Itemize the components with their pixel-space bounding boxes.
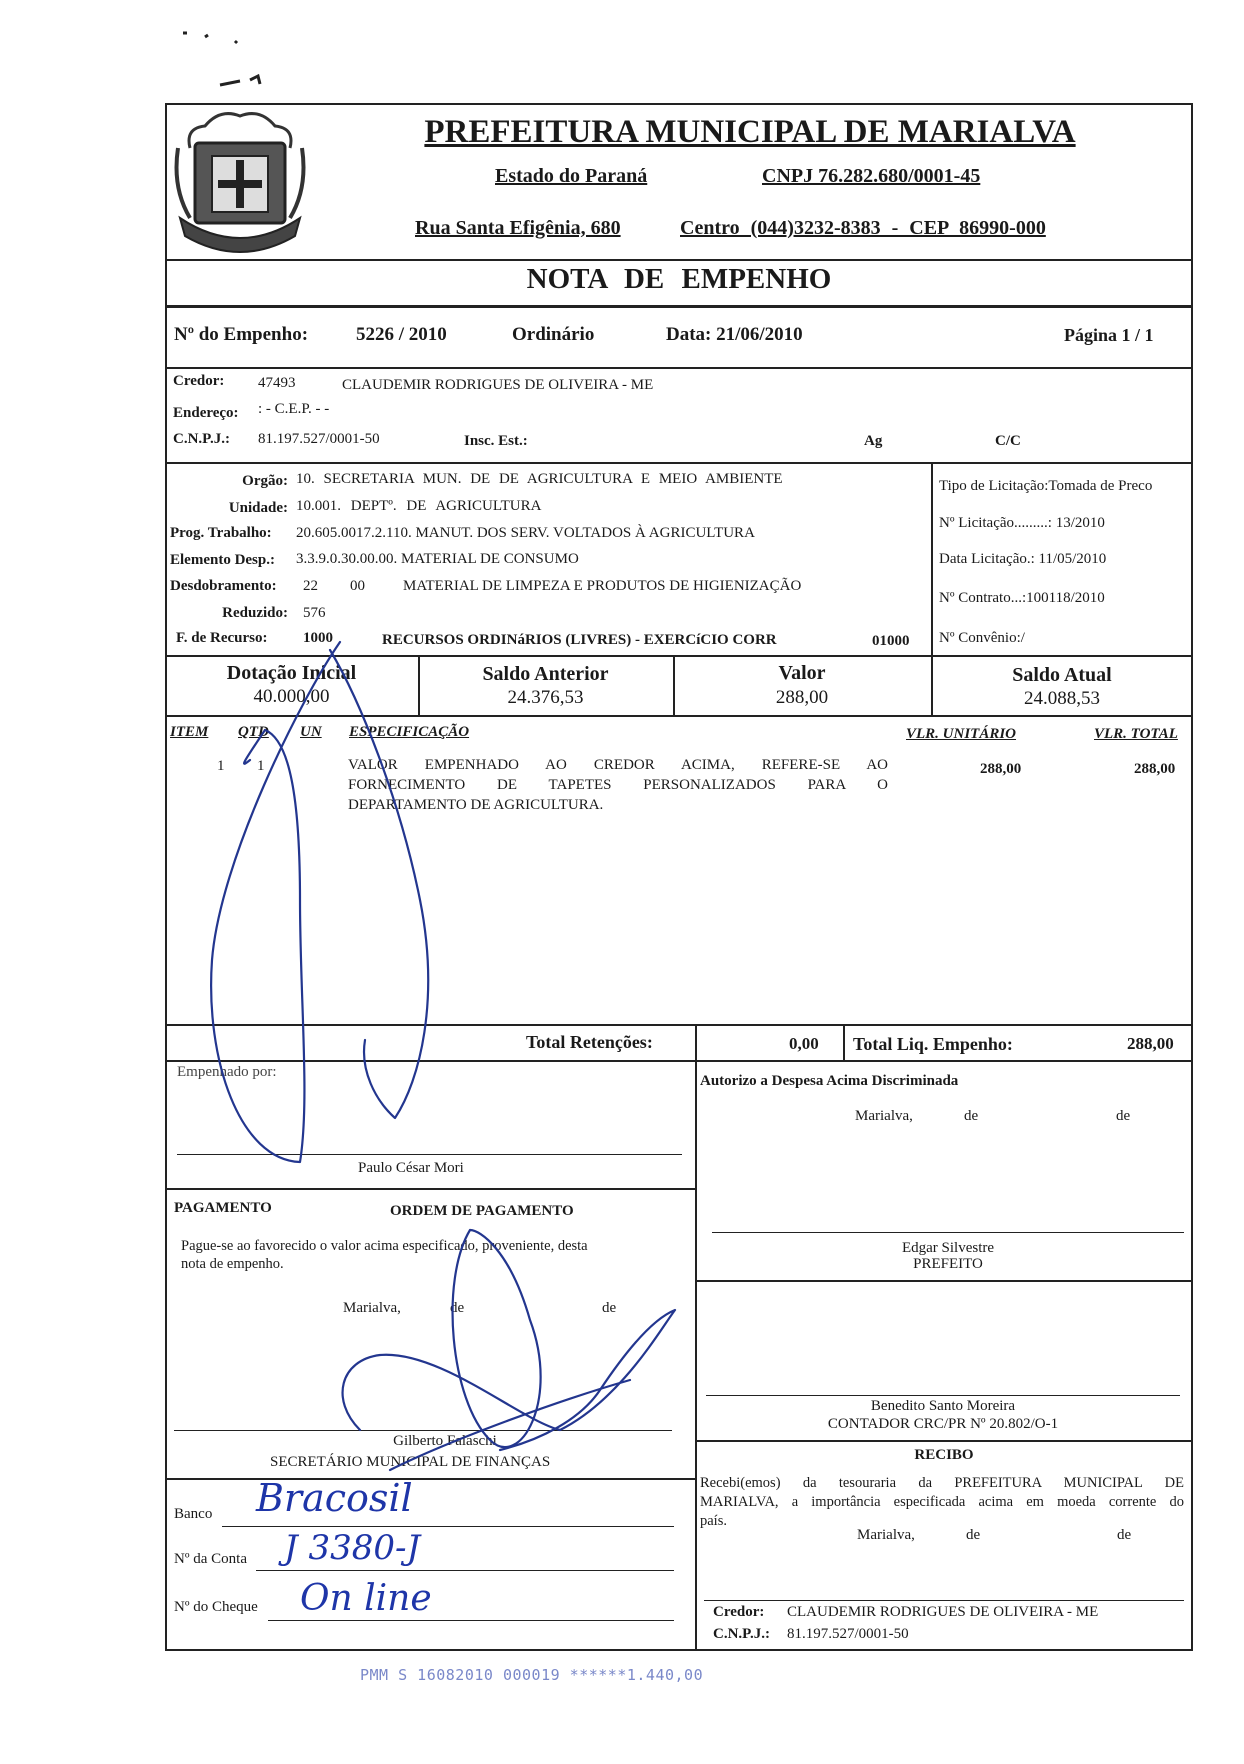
ag-label: Ag xyxy=(864,433,883,449)
empenho-number-label: Nº do Empenho: xyxy=(174,324,309,345)
empenhado-name: Paulo César Mori xyxy=(358,1160,464,1176)
reduzido-value: 576 xyxy=(303,605,326,621)
ordem-pagamento-label: ORDEM DE PAGAMENTO xyxy=(390,1203,574,1219)
elemento-value: 3.3.9.0.30.00.00. MATERIAL DE CONSUMO xyxy=(296,551,579,567)
reduzido-label: Reduzido: xyxy=(222,605,288,621)
col-item: ITEM xyxy=(170,724,209,740)
recurso-label: F. de Recurso: xyxy=(176,630,268,646)
prefeito-name: Edgar Silvestre xyxy=(901,1240,995,1256)
credor-cnpj-label: C.N.P.J.: xyxy=(173,431,230,447)
state-label: Estado do Paraná xyxy=(495,165,648,187)
dotacao-label: Dotação Inicial xyxy=(226,662,357,684)
col-total: VLR. TOTAL xyxy=(1094,726,1178,742)
desdobramento-sub: 00 xyxy=(350,578,365,594)
recibo-de1: de xyxy=(966,1527,981,1543)
cheque-label: Nº do Cheque xyxy=(174,1599,258,1615)
pagamento-text-line-1: Pague-se ao favorecido o valor acima especificado, proveniente, desta xyxy=(181,1238,588,1254)
orgao-label: Orgão: xyxy=(242,473,288,489)
valor-value: 288,00 xyxy=(775,687,829,708)
unidade-label: Unidade: xyxy=(228,500,288,516)
recibo-cnpj-label: C.N.P.J.: xyxy=(713,1626,770,1642)
doc-title: NOTA DE EMPENHO xyxy=(526,263,832,295)
prog-label: Prog. Trabalho: xyxy=(170,525,272,541)
autorizo-de2: de xyxy=(1116,1108,1131,1124)
pagamento-label: PAGAMENTO xyxy=(174,1200,272,1216)
saldo-atual-value: 24.088,53 xyxy=(1024,688,1100,709)
licitacao-data: Data Licitação.: 11/05/2010 xyxy=(939,551,1107,567)
district-phone-label: Centro (044)3232-8383 - CEP 86990-000 xyxy=(680,217,1046,239)
recibo-city: Marialva, xyxy=(857,1527,915,1543)
banco-label: Banco xyxy=(174,1506,213,1522)
item-qtd: 1 xyxy=(257,758,265,774)
conta-handwritten: J 3380-J xyxy=(284,1528,421,1568)
col-spec: ESPECIFICAÇÃO xyxy=(349,724,470,740)
liq-empenho-label: Total Liq. Empenho: xyxy=(853,1034,1013,1054)
recibo-credor-name: CLAUDEMIR RODRIGUES DE OLIVEIRA - ME xyxy=(787,1604,1099,1620)
col-un: UN xyxy=(300,724,322,740)
desdobramento-value: MATERIAL DE LIMPEZA E PRODUTOS DE HIGIENIZAÇÃO xyxy=(403,578,802,594)
col-unit: VLR. UNITÁRIO xyxy=(906,726,1017,742)
saldo-anterior-value: 24.376,53 xyxy=(507,687,584,708)
desdobramento-label: Desdobramento: xyxy=(170,578,277,594)
col-qtd: QTD xyxy=(238,724,269,740)
recibo-label: RECIBO xyxy=(914,1447,974,1463)
prog-value: 20.605.0017.2.110. MANUT. DOS SERV. VOLTADOS À AGRICULTURA xyxy=(296,525,755,541)
item-total-value: 288,00 xyxy=(1134,761,1176,777)
liq-empenho-value: 288,00 xyxy=(1127,1034,1174,1053)
address-label: Rua Santa Efigênia, 680 xyxy=(415,217,621,239)
recibo-credor-label: Credor: xyxy=(713,1604,765,1620)
secretario-role: SECRETÁRIO MUNICIPAL DE FINANÇAS xyxy=(270,1454,551,1470)
pagamento-de2: de xyxy=(602,1300,617,1316)
endereco-value: : - C.E.P. - - xyxy=(258,401,330,417)
recibo-cnpj: 81.197.527/0001-50 xyxy=(787,1626,909,1642)
item-spec-line-1: VALOR EMPENHADO AO CREDOR ACIMA, REFERE-SE AO xyxy=(348,757,888,773)
orgao-value: 10. SECRETARIA MUN. DE DE AGRICULTURA E MEIO AMBIENTE xyxy=(296,471,783,487)
saldo-atual-label: Saldo Atual xyxy=(1012,664,1112,686)
pagamento-text-line-2: nota de empenho. xyxy=(181,1256,284,1272)
cheque-handwritten: On line xyxy=(300,1578,432,1619)
item-unit-value: 288,00 xyxy=(980,761,1022,777)
empenhado-label: Empenhado por: xyxy=(177,1064,277,1080)
recibo-de2: de xyxy=(1117,1527,1132,1543)
cc-label: C/C xyxy=(995,433,1021,449)
endereco-label: Endereço: xyxy=(173,405,239,421)
recibo-text-line-2: MARIALVA, a importância especificada acima em moeda corrente do xyxy=(700,1494,1184,1510)
credor-label: Credor: xyxy=(173,373,225,389)
contador-role: CONTADOR CRC/PR Nº 20.802/O-1 xyxy=(827,1416,1059,1432)
pagamento-de1: de xyxy=(450,1300,465,1316)
item-spec-line-3: DEPARTAMENTO DE AGRICULTURA. xyxy=(348,797,604,813)
dotacao-value: 40.000,00 xyxy=(253,686,330,707)
recibo-text-line-1: Recebi(emos) da tesouraria da PREFEITURA MUNICIPAL DE xyxy=(700,1475,1184,1491)
empenho-type: Ordinário xyxy=(512,324,595,345)
pagamento-city: Marialva, xyxy=(343,1300,401,1316)
licitacao-convenio: Nº Convênio:/ xyxy=(939,630,1025,646)
recurso-value: RECURSOS ORDINáRIOS (LIVRES) - EXERCíCIO CORR xyxy=(382,632,777,648)
retencoes-label: Total Retenções: xyxy=(526,1032,653,1052)
elemento-label: Elemento Desp.: xyxy=(170,552,275,568)
empenho-date: Data: 21/06/2010 xyxy=(666,324,803,345)
prefeito-role: PREFEITO xyxy=(913,1256,983,1272)
page-number: Página 1 / 1 xyxy=(1064,325,1154,345)
credor-code: 47493 xyxy=(258,375,296,391)
recurso-code: 1000 xyxy=(303,630,333,646)
conta-label: Nº da Conta xyxy=(174,1551,247,1567)
contador-name: Benedito Santo Moreira xyxy=(870,1398,1016,1414)
autorizo-de1: de xyxy=(964,1108,979,1124)
signature-gilberto-falaschi xyxy=(343,1230,675,1470)
item-number: 1 xyxy=(217,758,225,774)
autorizo-city: Marialva, xyxy=(855,1108,913,1124)
signature-paulo-cesar-mori xyxy=(211,642,428,1162)
licitacao-numero: Nº Licitação.........: 13/2010 xyxy=(939,515,1105,531)
insc-est-label: Insc. Est.: xyxy=(464,433,528,449)
valor-label: Valor xyxy=(778,662,826,684)
item-spec-line-2: FORNECIMENTO DE TAPETES PERSONALIZADOS PARA O xyxy=(348,777,888,793)
empenho-number: 5226 / 2010 xyxy=(356,324,447,345)
cnpj-label: CNPJ 76.282.680/0001-45 xyxy=(762,165,981,187)
recibo-text-line-3: país. xyxy=(700,1513,727,1529)
saldo-anterior-label: Saldo Anterior xyxy=(482,663,609,685)
payment-stamp: PMM S 16082010 000019 ******1.440,00 xyxy=(360,1666,704,1684)
licitacao-contrato: Nº Contrato...:100118/2010 xyxy=(939,590,1105,606)
recurso-code2: 01000 xyxy=(872,633,910,649)
unidade-value: 10.001. DEPTº. DE AGRICULTURA xyxy=(296,498,542,514)
page-title: PREFEITURA MUNICIPAL DE MARIALVA xyxy=(424,114,1076,150)
secretario-name: Gilberto Falaschi xyxy=(393,1433,497,1449)
desdobramento-code: 22 xyxy=(303,578,318,594)
autorizo-label: Autorizo a Despesa Acima Discriminada xyxy=(700,1073,959,1089)
credor-cnpj: 81.197.527/0001-50 xyxy=(258,431,380,447)
retencoes-value: 0,00 xyxy=(789,1034,819,1053)
credor-name: CLAUDEMIR RODRIGUES DE OLIVEIRA - ME xyxy=(342,377,654,393)
banco-handwritten: Bracosil xyxy=(256,1476,413,1520)
licitacao-tipo: Tipo de Licitação:Tomada de Preco xyxy=(939,478,1153,494)
